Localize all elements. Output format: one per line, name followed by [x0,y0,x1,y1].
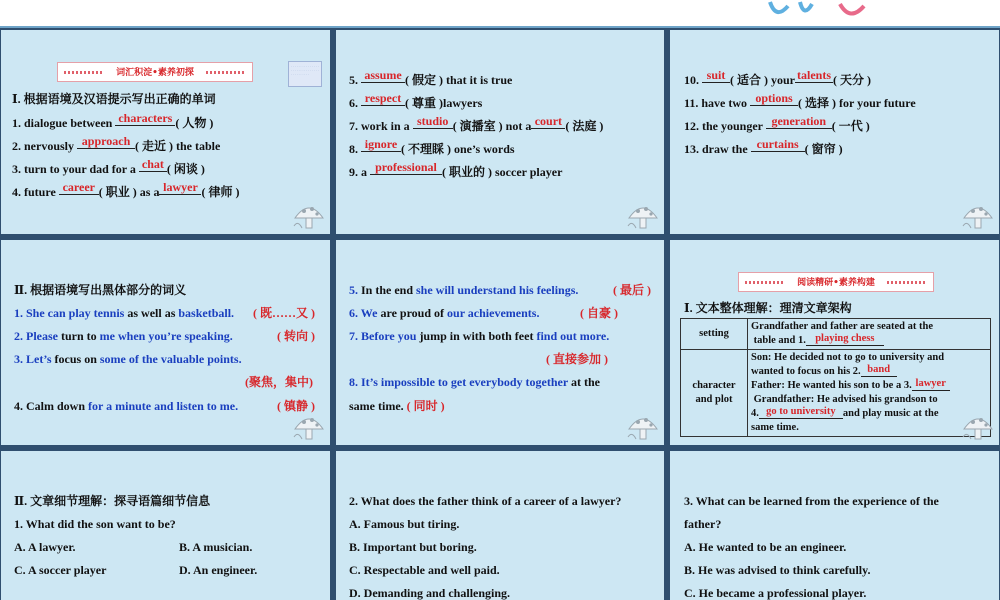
note-box: · · · · · · · · · · · · · · · · · · · · · · · · · · · · · · · · · · · · · · · · [288,61,322,87]
table-row: setting Grandfather and father are seated at the table and 1. playing chess [681,319,991,350]
mushroom-icon [292,202,326,232]
panel-detail-3 [670,451,999,600]
section-banner: 阅读精研•素养构建 [738,272,934,292]
meaning-item: same time. ( 同时 ) [349,399,445,413]
vocab-item: 9. a professional ( 职业的 ) soccer player [349,160,563,179]
mushroom-icon [626,202,660,232]
vocab-item: 10. suit ( 适合 ) your talents ( 天分 ) [684,68,871,87]
mushroom-icon [961,413,995,443]
meaning-answer: ( 自豪 ) [580,306,619,320]
option-c: C. Respectable and well paid. [349,563,500,577]
meaning-item: 7. Before you jump in with both feet find out more. [349,329,610,343]
option-d: D. Demanding and challenging. [349,586,511,600]
vocab-item: 12. the younger generation ( 一代 ) [684,114,870,133]
vocab-item: 11. have two options ( 选择 ) for your future [684,91,916,110]
question-cont: father? [684,517,722,531]
option-a: A. He wanted to be an engineer. [684,540,847,554]
panel-vocab-2 [336,30,664,234]
vocab-item: 6. respect ( 尊重 )lawyers [349,91,483,110]
meaning-item: 2. Please turn to me when you’re speaking. [14,329,233,343]
meaning-item: 3. Let’s focus on some of the valuable points. [14,352,242,366]
section-heading: Ⅰ. 文本整体理解：理清文章架构 [684,301,852,315]
option-a: A. A lawyer. [14,540,76,554]
panel-meaning-1 [1,240,330,445]
question: 3. What can be learned from the experience of the [684,494,939,508]
meaning-answer: ( 直接参加 ) [546,352,609,366]
option-b: B. A musician. [179,540,253,554]
option-a: A. Famous but tiring. [349,517,460,531]
vocab-item: 5. assume ( 假定 ) that it is true [349,68,513,87]
section-banner: 词汇积淀•素养初探 [57,62,253,82]
vocab-item: 2. nervously approach ( 走近 ) the table [12,134,221,153]
vocab-item: 4. future career ( 职业 ) as a lawyer ( 律师 ) [12,180,240,199]
structure-table [680,318,991,437]
panel-vocab-1 [1,30,330,234]
mushroom-icon [626,413,660,443]
section-heading: Ⅱ. 根据语境写出黑体部分的词义 [14,283,187,297]
top-header-strip [0,0,1000,28]
panel-structure [670,240,999,445]
option-d: D. An engineer. [179,563,258,577]
option-b: B. Important but boring. [349,540,477,554]
meaning-answer: ( 镇静 ) [277,399,316,413]
meaning-item: 8. It’s impossible to get everybody together at the [349,375,600,389]
vocab-item: 1. dialogue between characters ( 人物 ) [12,111,214,130]
meaning-answer: ( 最后 ) [613,283,652,297]
vocab-item: 3. turn to your dad for a chat ( 闲谈 ) [12,157,205,176]
section-heading: Ⅰ. 根据语境及汉语提示写出正确的单词 [12,92,216,106]
meaning-answer: ( 转向 ) [277,329,316,343]
mushroom-icon [292,413,326,443]
meaning-item: 5. In the end she will understand his feelings. [349,283,579,297]
vocab-item: 8. ignore ( 不理睬 ) one’s words [349,137,515,156]
section-heading: Ⅱ. 文章细节理解：探寻语篇细节信息 [14,494,211,508]
vocab-item: 7. work in a studio ( 演播室 ) not a court ( 法庭 ) [349,114,604,133]
question: 1. What did the son want to be? [14,517,176,531]
option-b: B. He was advised to think carefully. [684,563,871,577]
panel-vocab-3 [670,30,999,234]
option-c: C. A soccer player [14,563,107,577]
table-row: character and plot Son: He decided not to go to university and wanted to focus on his 2. band Father: He wanted his son to be a 3. lawyer Grandfather: He advised his grandson to 4. go to university and play music at the same time. [681,350,991,437]
vocab-item: 13. draw the curtains ( 窗帘 ) [684,137,843,156]
meaning-item: 6. We are proud of our achievements. [349,306,540,320]
decorative-clouds-icon [760,0,880,24]
meaning-item: 1. She can play tennis as well as basketball. [14,306,235,320]
meaning-answer: (聚焦，集中) [245,375,314,389]
panel-detail-1 [1,451,330,600]
panel-meaning-2 [336,240,664,445]
meaning-item: 4. Calm down for a minute and listen to me. [14,399,239,413]
question: 2. What does the father think of a career of a lawyer? [349,494,622,508]
option-c: C. He became a professional player. [684,586,867,600]
meaning-answer: ( 既……又 ) [253,306,316,320]
panel-detail-2 [336,451,664,600]
mushroom-icon [961,202,995,232]
